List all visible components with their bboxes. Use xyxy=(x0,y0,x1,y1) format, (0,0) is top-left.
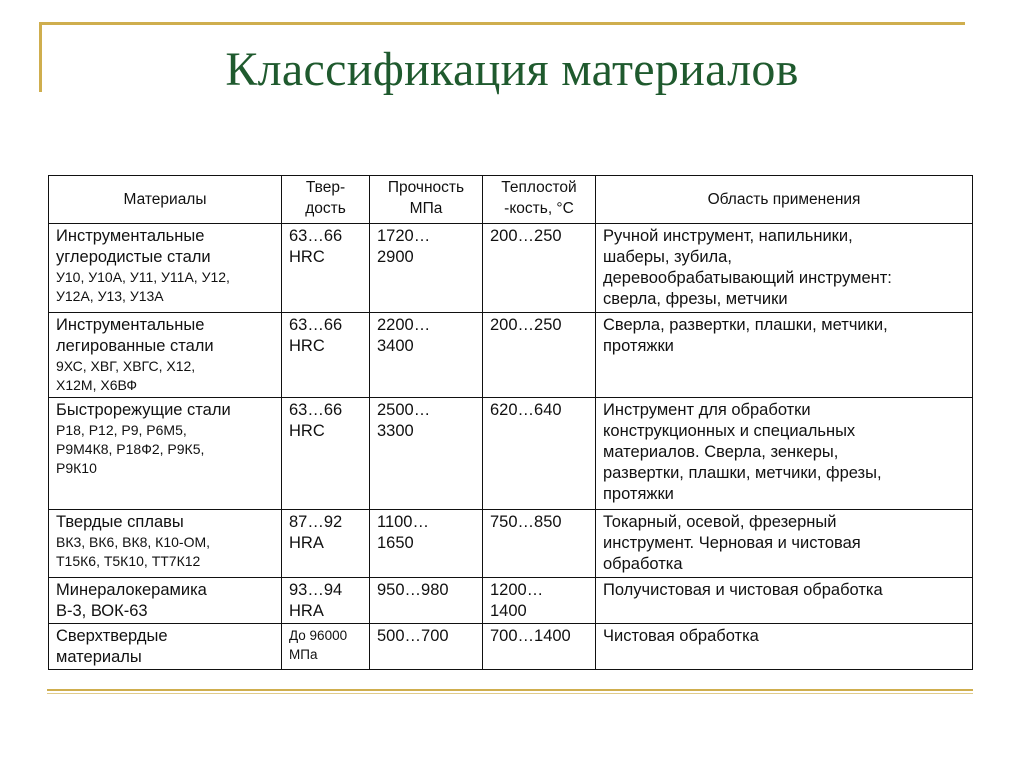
heat-cell: 200…250 xyxy=(483,313,596,398)
decorative-bottom-rule-thin xyxy=(47,693,973,694)
material-cell: Инструментальные углеродистые стали У10, У10А, У11, У11А, У12, У12А, У13, У13А xyxy=(49,224,282,313)
table-row xyxy=(49,224,973,313)
strength-cell: 1720… 2900 xyxy=(370,224,483,313)
material-cell: Быстрорежущие стали Р18, Р12, Р9, Р6М5, Р9М4К8, Р18Ф2, Р9К5, Р9К10 xyxy=(49,398,282,510)
header-strength: Прочность МПа xyxy=(370,176,483,224)
decorative-bottom-rule xyxy=(47,689,973,691)
decorative-top-rule xyxy=(39,22,965,25)
strength-cell: 500…700 xyxy=(370,624,483,670)
table-row xyxy=(49,624,973,670)
heat-cell: 1200… 1400 xyxy=(483,578,596,624)
materials-table xyxy=(48,175,973,670)
hardness-cell: 63…66 HRC xyxy=(282,398,370,510)
strength-cell: 1100… 1650 xyxy=(370,510,483,578)
table-header-row xyxy=(49,176,973,224)
application-cell: Получистовая и чистовая обработка xyxy=(596,578,973,624)
hardness-cell: 63…66 HRC xyxy=(282,313,370,398)
slide-title: Классификация материалов xyxy=(225,43,799,96)
table-row xyxy=(49,398,973,510)
heat-cell: 620…640 xyxy=(483,398,596,510)
heat-cell: 700…1400 xyxy=(483,624,596,670)
table-row xyxy=(49,510,973,578)
header-heat-resistance: Теплостой -кость, °С xyxy=(483,176,596,224)
material-cell: Твердые сплавы ВК3, ВК6, ВК8, К10-ОМ, Т15К6, Т5К10, ТТ7К12 xyxy=(49,510,282,578)
application-cell: Токарный, осевой, фрезерный инструмент. Черновая и чистовая обработка xyxy=(596,510,973,578)
hardness-cell: 93…94 HRA xyxy=(282,578,370,624)
application-cell: Инструмент для обработки конструкционных и специальных материалов. Сверла, зенкеры, развертки, плашки, метчики, фрезы, протяжки xyxy=(596,398,973,510)
table-row xyxy=(49,313,973,398)
heat-cell: 200…250 xyxy=(483,224,596,313)
application-cell: Чистовая обработка xyxy=(596,624,973,670)
strength-cell: 950…980 xyxy=(370,578,483,624)
hardness-cell: 63…66 HRC xyxy=(282,224,370,313)
strength-cell: 2500… 3300 xyxy=(370,398,483,510)
application-cell: Сверла, развертки, плашки, метчики, протяжки xyxy=(596,313,973,398)
strength-cell: 2200… 3400 xyxy=(370,313,483,398)
header-hardness: Твер- дость xyxy=(282,176,370,224)
material-cell: Сверхтвердые материалы xyxy=(49,624,282,670)
header-application: Область применения xyxy=(596,176,973,224)
table-row xyxy=(49,578,973,624)
application-cell: Ручной инструмент, напильники, шаберы, зубила, деревообрабатывающий инструмент: сверла, фрезы, метчики xyxy=(596,224,973,313)
material-cell: Инструментальные легированные стали 9ХС, ХВГ, ХВГС, Х12, Х12М, Х6ВФ xyxy=(49,313,282,398)
header-materials: Материалы xyxy=(49,176,282,224)
material-cell: Минералокерамика В-3, ВОК-63 xyxy=(49,578,282,624)
heat-cell: 750…850 xyxy=(483,510,596,578)
hardness-cell: До 96000 МПа xyxy=(282,624,370,670)
hardness-cell: 87…92 HRA xyxy=(282,510,370,578)
